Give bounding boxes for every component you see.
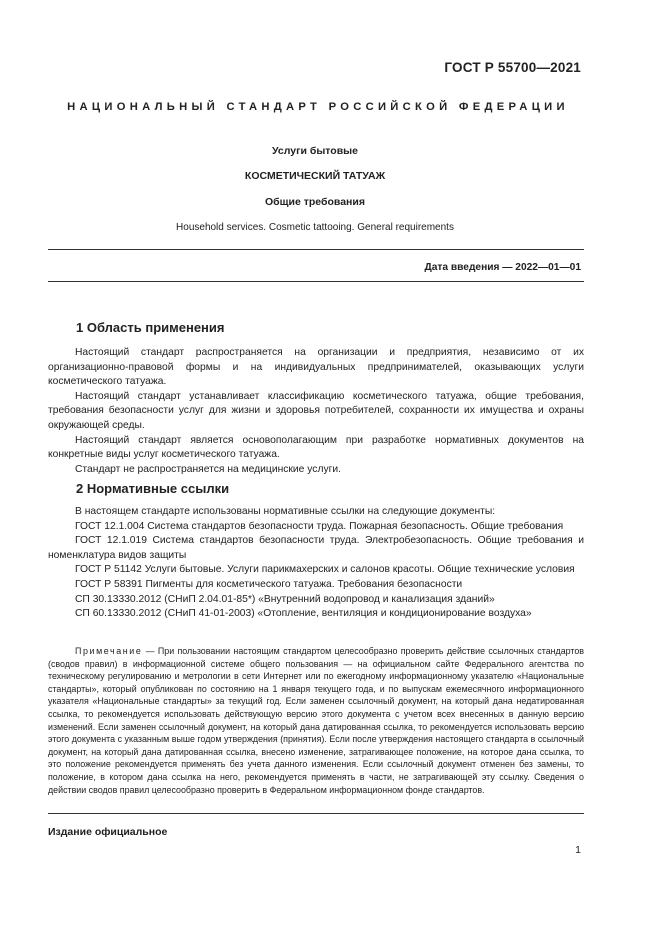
- bottom-divider: [48, 813, 584, 814]
- note-label: Примечание: [75, 646, 143, 656]
- reference-note: [48, 645, 584, 796]
- reference-item: СП 60.13330.2012 (СНиП 41-01-2003) «Отопление, вентиляция и кондиционирование воздуха»: [75, 608, 532, 620]
- section-2-paragraph: В настоящем стандарте использованы нормативные ссылки на следующие документы:: [75, 506, 496, 517]
- section-1-paragraph: Настоящий стандарт устанавливает классификацию косметического татуажа, общие требования, требования безопасности услуг для жизни и здоровья потребителей, сохранности их имущества и охраны окружающей среды.: [48, 390, 584, 431]
- title-main: КОСМЕТИЧЕСКИЙ ТАТУАЖ: [244, 170, 386, 182]
- section-1-heading: 1 Область применения: [76, 320, 225, 335]
- section-1-paragraph: Настоящий стандарт распространяется на организации и предприятия, независимо от их организационно-правовой формы и на индивидуальных предпринимателей, оказывающих услуги косметического татуажа.: [48, 347, 584, 388]
- section-2-heading: 2 Нормативные ссылки: [76, 481, 230, 496]
- section-1-body: [48, 346, 584, 477]
- reference-item: ГОСТ Р 51142 Услуги бытовые. Услуги парикмахерских и салонов красоты. Общие технические условия: [75, 564, 575, 576]
- reference-item: ГОСТ 12.1.019 Система стандартов безопасности труда. Электробезопасность. Общие требования и номенклатура видов защиты: [48, 535, 584, 561]
- title-category: Услуги бытовые: [272, 145, 358, 157]
- reference-item: ГОСТ Р 58391 Пигменты для косметического татуажа. Требования безопасности: [75, 578, 463, 590]
- section-1-paragraph: Настоящий стандарт является основополагающим при разработке нормативных документов на конкретные виды услуг косметического татуажа.: [48, 434, 584, 461]
- note-paragraph: [48, 645, 584, 796]
- top-divider: [48, 249, 584, 250]
- official-edition-label: Издание официальное: [48, 826, 168, 838]
- title-subtitle: Общие требования: [265, 196, 365, 208]
- date-divider: [48, 281, 584, 282]
- note-text: — При пользовании настоящим стандартом целесообразно проверить действие ссылочных стандартов (сводов правил) в информационной системе общего пользования — на официальном сайте Федерального агентства по техническому регулированию и метрологии в сети Интернет или по ежегодному информационному указателю «Национальные стандарты», который опубликован по состоянию на 1 января текущего года, и по выпускам ежемесячного информационного указателя «Национальные стандарты» за текущий год. Если заменен ссылочный документ, на который дана недатированная ссылка, то рекомендуется использовать действующую версию этого документа с учетом всех внесенных в данную версию изменений. Если заменен ссылочный документ, на который дана датированная ссылка, то рекомендуется использовать версию этого документа с указанным выше годом утверждения (принятия). Если после утверждения настоящего стандарта в ссылочный документ, на который дана датированная ссылка, внесено изменение, затрагивающее положение, на которое дана ссылка, то это положение рекомендуется применять без учета данного изменения. Если ссылочный документ отменен без замены, то положение, в котором дана ссылка на него, рекомендуется применять в части, не затрагивающей эту ссылку. Сведения о действии сводов правил целесообразно проверить в Федеральном информационном фонде стандартов.: [48, 646, 584, 795]
- national-standard-banner: НАЦИОНАЛЬНЫЙ СТАНДАРТ РОССИЙСКОЙ ФЕДЕРАЦИИ: [67, 101, 569, 113]
- standard-number: ГОСТ Р 55700—2021: [444, 60, 581, 75]
- section-1-paragraph: Стандарт не распространяется на медицинские услуги.: [75, 463, 341, 475]
- section-2-body: [48, 505, 584, 622]
- reference-item: СП 30.13330.2012 (СНиП 2.04.01-85*) «Внутренний водопровод и канализация зданий»: [75, 593, 495, 605]
- page-number: 1: [575, 844, 581, 856]
- reference-item: ГОСТ 12.1.004 Система стандартов безопасности труда. Пожарная безопасность. Общие требования: [75, 520, 564, 532]
- introduction-date: Дата введения — 2022—01—01: [424, 262, 581, 273]
- title-english: Household services. Cosmetic tattooing. General requirements: [176, 222, 454, 233]
